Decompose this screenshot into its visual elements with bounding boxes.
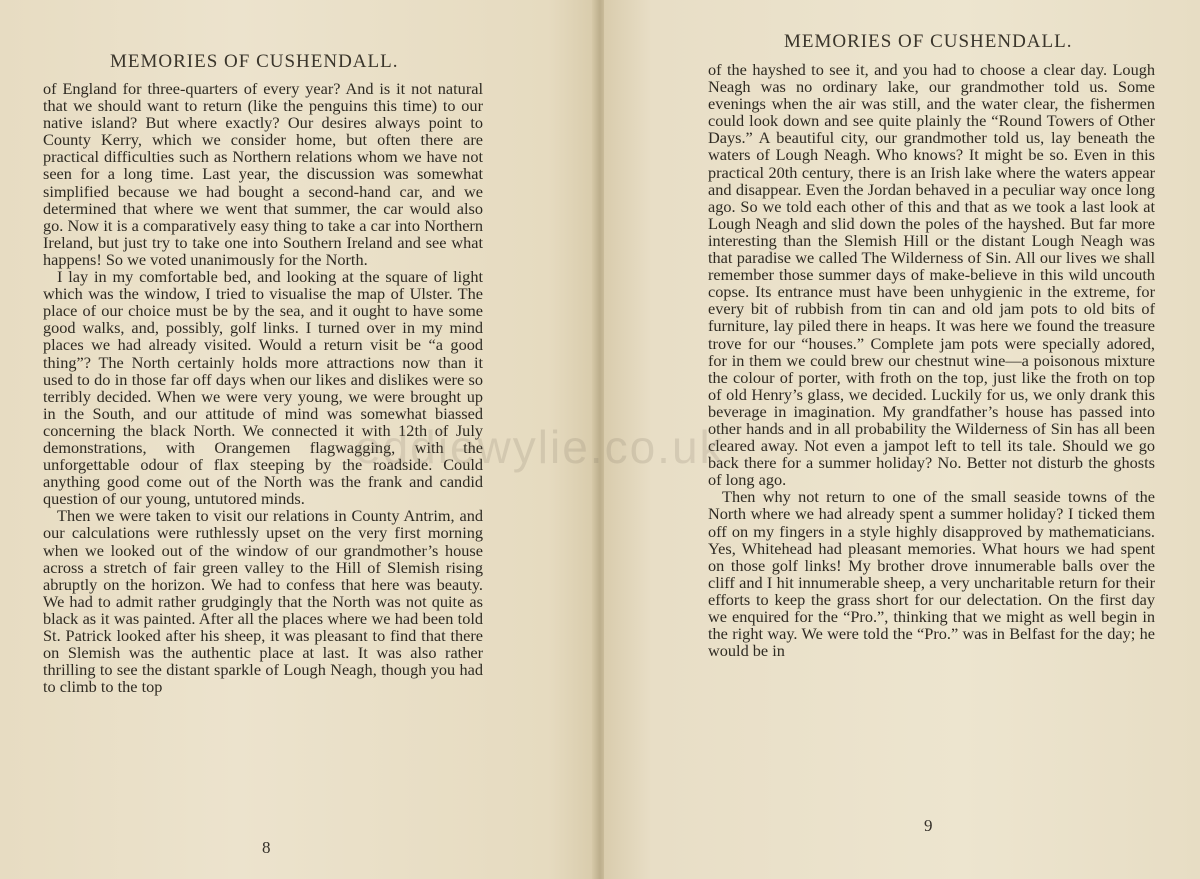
- paragraph: Then why not return to one of the small seaside towns of the North where we had already spent a summer holiday? I ticked them off on my fingers in a style highly disapproved by mathematicians. Yes, Whitehead had pleasant memories. What hours we had spent on those golf links! My brother drove innumerable balls over the cliff and I hit innumerable sheep, a very uncharitable return for their efforts to keep the grass short for our delectation. On the first day we enquired for the “Pro.”, thinking that we might as well begin in the right way. We were told the “Pro.” was in Belfast for the day; he would be in: [708, 487, 1155, 661]
- paragraph: of England for three-quarters of every year? And is it not natural that we should want to return (like the penguins this time) to our native island? But where exactly? Our desires always point to County Kerry, which we consider home, but often there are practical difficulties such as Northern relations whom we have not seen for a long time. Last year, the discussion was somewhat simplified because we had bought a second-hand car, and we determined that where we went that summer, the car would also go. Now it is a comparatively easy thing to take a car into Northern Ireland, but just try to take one into Southern Ireland and see what happens! So we voted unanimously for the North.: [43, 79, 483, 269]
- running-head-left: MEMORIES OF CUSHENDALL.: [110, 51, 399, 72]
- right-page-text: [708, 61, 1155, 659]
- page-number-left: 8: [262, 838, 271, 857]
- running-head-right: MEMORIES OF CUSHENDALL.: [784, 31, 1073, 52]
- watermark: eddiewylie.co.uk: [355, 421, 725, 473]
- left-page-text: [43, 80, 483, 695]
- paragraph: of the hayshed to see it, and you had to choose a clear day. Lough Neagh was no ordinary lake, our grandmother told us. Some evenings when the air was still, and the water clear, the fishermen could look down and see quite plainly the “Round Towers of Other Days.” A beautiful city, our grandmother told us, lay beneath the waters of Lough Neagh. Who knows? It might be so. Even in this practical 20th century, there is an Irish lake where the waters appear and disappear. Even the Jordan behaved in a peculiar way once long ago. So we told each other of this and that as we took a last look at Lough Neagh and slid down the poles of the hayshed. But far more interesting than the Slemish Hill or the distant Lough Neagh was that paradise we called The Wilderness of Sin. All our lives we shall remember those summer days of make-believe in this wild uncouth copse. Its entrance must have been unhygienic in the extreme, for every bit of rubbish from tin can and old jam pots to old bits of furniture, lay piled there in heaps. It was here we found the treasure trove for our “houses.” Complete jam pots were specially adored, for in them we could brew our chestnut wine—a poisonous mixture the colour of porter, with froth on the top, just like the froth on top of old Henry’s glass, we decided. Luckily for us, we only drank this beverage in imagination. My grandfather’s house has passed into other hands and in all probability the Wilderness of Sin has all been cleared away. Not even a jampot left to tell its tale. Should we go back there for a summer holiday? No. Better not disturb the ghosts of long ago.: [708, 60, 1155, 490]
- page-number-right: 9: [924, 816, 933, 835]
- paragraph: I lay in my comfortable bed, and looking at the square of light which was the window, I tried to visualise the map of Ulster. The place of our choice must be by the sea, and it ought to have some good walks, and, possibly, golf links. I turned over in my mind places we had already visited. Would a return visit be “a good thing”? The North certainly holds more attractions now than it used to do in those far off days when our likes and dislikes were so terribly decided. When we were very young, we were brought up in the South, and our attitude of mind was somewhat biassed concerning the black North. We connected it with 12th of July demonstrations, with Orangemen flagwagging, with the unforgettable odour of flax steeping by the roadside. Could anything good come out of the North was the frank and candid question of our young, untutored minds.: [43, 267, 483, 509]
- paragraph: Then we were taken to visit our relations in County Antrim, and our calculations were ruthlessly upset on the very first morning when we looked out of the window of our grandmother’s house across a stretch of fair green valley to the Hill of Slemish rising abruptly on the horizon. We had to confess that here was beauty. We had to admit rather grudgingly that the North was not quite as black as it was painted. After all the places where we had been told St. Patrick looked after his sheep, it was pleasant to find that there on Slemish was the authentic place at last. It was also rather thrilling to see the distant sparkle of Lough Neagh, though you had to climb to the top: [43, 506, 483, 697]
